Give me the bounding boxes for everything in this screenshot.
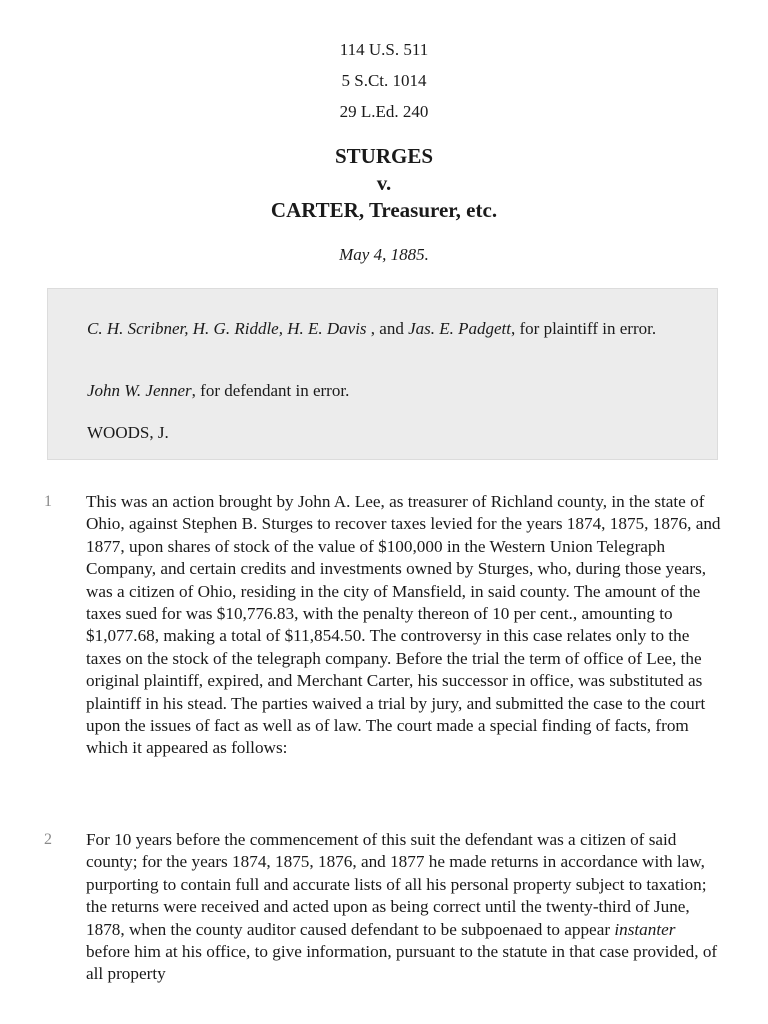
defendant-attorney-name: John W. Jenner bbox=[87, 381, 192, 400]
paragraph-text-italic: instanter bbox=[614, 919, 676, 939]
opinion-author: WOODS, J. bbox=[87, 423, 169, 442]
paragraph-text-part: For 10 years before the commencement of this suit the defendant was a citizen of said county; for the years 1874, 1875, 1876, and 1877 he made returns in accordance with law, purporting to contain full and accurate lists of all his personal property subject to taxation; the returns were received and acted upon as being correct until the twenty-third of June, 1878, when the county auditor caused defendant to be subpoenaed to appear bbox=[86, 830, 707, 939]
citation-supreme-court-reporter: 5 S.Ct. 1014 bbox=[341, 71, 427, 90]
counsel-box bbox=[47, 288, 718, 460]
plaintiff-attorney-names: C. H. Scribner, H. G. Riddle, H. E. Davis bbox=[87, 319, 367, 338]
paragraph-number: 1 bbox=[44, 493, 52, 510]
decision-date: May 4, 1885. bbox=[339, 245, 429, 264]
plaintiff-joiner: , and bbox=[366, 319, 409, 338]
citation-lawyers-edition: 29 L.Ed. 240 bbox=[339, 102, 429, 121]
citations-block bbox=[0, 34, 768, 127]
citation-us-reports: 114 U.S. 511 bbox=[339, 40, 429, 59]
plaintiff-attorney-last: Jas. E. Padgett bbox=[408, 319, 511, 338]
plaintiff-role: , for plaintiff in error. bbox=[511, 319, 657, 338]
paragraph-text: This was an action brought by John A. Lee, as treasurer of Richland county, in the state of Ohio, against Stephen B. Sturges to recover taxes levied for the years 1874, 1875, 1876, and 1877, upon shares of stock of the value of $100,000 in the Western Union Telegraph Company, and certain credits and investments owned by Sturges, who, during those years, was a citizen of Ohio, residing in the city of Mansfield, in said county. The amount of the taxes sued for was $10,776.83, with the penalty thereon of 10 per cent., amounting to $1,077.68, making a total of $11,854.50. The controversy in this case relates only to the taxes on the stock of the telegraph company. Before the trial the term of office of Lee, the original plaintiff, expired, and Merchant Carter, his successor in office, was substituted as plaintiff in his stead. The parties waived a trial by jury, and submitted the case to the court upon the issues of fact as well as of law. The court made a special finding of facts, from which it appeared as follows: bbox=[86, 492, 721, 758]
case-caption bbox=[0, 143, 768, 224]
paragraph-number: 2 bbox=[44, 831, 52, 848]
defendant-counsel bbox=[87, 380, 687, 402]
versus-label: v. bbox=[376, 171, 392, 195]
paragraph-text bbox=[86, 829, 722, 986]
defendant-role: , for defendant in error. bbox=[191, 381, 350, 400]
paragraph-text-part: before him at his office, to give information, pursuant to the statute in that case provided, of all property bbox=[86, 942, 718, 984]
plaintiff-counsel bbox=[87, 318, 687, 340]
party-plaintiff: STURGES bbox=[334, 144, 434, 168]
party-defendant: CARTER, Treasurer, etc. bbox=[270, 198, 498, 222]
